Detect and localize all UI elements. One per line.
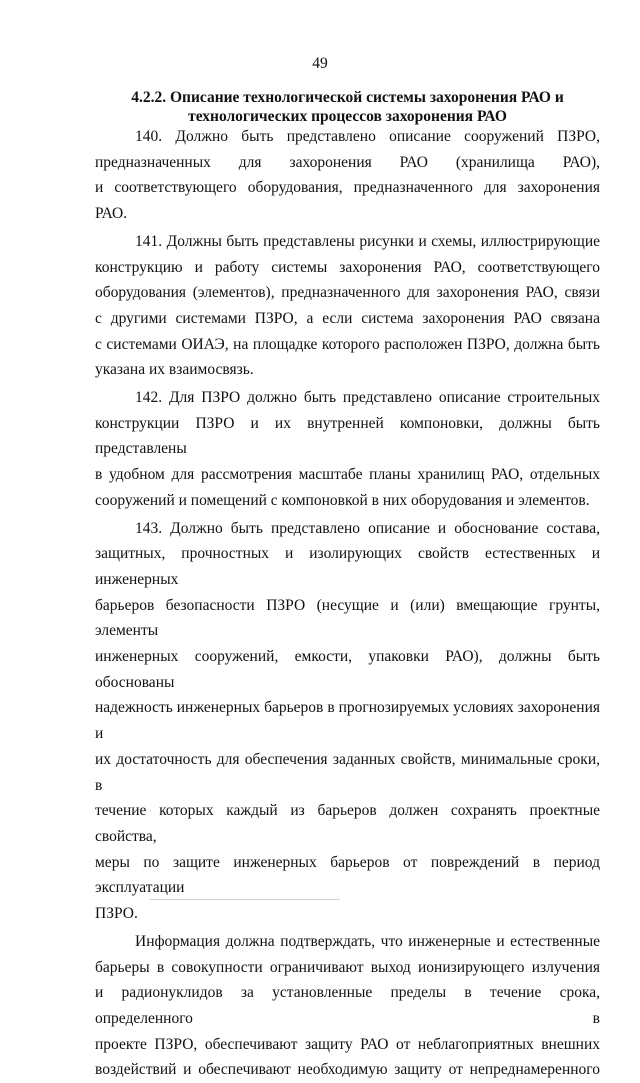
line-text: их достаточность для обеспечения заданных свойств, минимальные сроки, в: [95, 750, 600, 794]
paragraph-line: [95, 357, 600, 383]
line-text: конструкцию и работу системы захоронения РАО, соответствующего: [95, 258, 600, 276]
paragraph-line: [95, 695, 600, 746]
scan-artifact-line: [150, 899, 340, 900]
line-text: 143. Должно быть представлено описание и обоснование состава,: [135, 519, 600, 537]
paragraph-line: [95, 516, 600, 542]
paragraph-line: [95, 255, 600, 281]
paragraph-line: [95, 385, 600, 411]
line-text: Информация должна подтверждать, что инженерные и естественные: [135, 932, 600, 950]
line-text: защитных, прочностных и изолирующих свойств естественных и инженерных: [95, 545, 600, 588]
section-heading-line-2: технологических процессов захоронения РАО: [188, 108, 507, 125]
paragraph-line: [95, 488, 600, 514]
paragraph-line: [95, 644, 600, 695]
paragraph-line: [95, 229, 600, 255]
line-text: барьеров безопасности ПЗРО (несущие и (или) вмещающие грунты, элементы: [95, 596, 600, 640]
line-text: оборудования (элементов), предназначенного для захоронения РАО, связи: [95, 284, 600, 302]
line-text: проекте ПЗРО, обеспечивают защиту РАО от неблагоприятных внешних: [95, 1035, 600, 1053]
paragraph-line: [95, 1032, 600, 1058]
paragraph-141: [95, 229, 600, 383]
section-heading: [95, 88, 600, 126]
paragraph-line: [95, 541, 600, 592]
line-text: ПЗРО.: [95, 905, 138, 923]
paragraph-line: [95, 150, 600, 176]
line-text: предназначенных для захоронения РАО (хранилища РАО),: [95, 153, 600, 171]
line-text: конструкции ПЗРО и их внутренней компоновки, должны быть представлены: [95, 414, 600, 458]
paragraph-line: [95, 462, 600, 488]
line-text: надежность инженерных барьеров в прогнозируемых условиях захоронения и: [95, 699, 600, 743]
document-body: [95, 124, 600, 1083]
paragraph-line: [95, 747, 600, 798]
page-number: 49: [312, 55, 328, 72]
line-text: течение которых каждый из барьеров должен сохранять проектные свойства,: [95, 802, 600, 845]
line-text: в удобном для рассмотрения масштабе планы хранилищ РАО, отдельных: [95, 466, 600, 484]
paragraph-line: [95, 332, 600, 358]
paragraph-line: [95, 980, 600, 1031]
paragraph-line: [95, 955, 600, 981]
line-text: меры по защите инженерных барьеров от повреждений в период эксплуатации: [95, 853, 600, 897]
paragraph-line: [95, 175, 600, 226]
line-text: и соответствующего оборудования, предназначенного для захоронения РАО.: [95, 179, 600, 223]
line-text: воздействий и обеспечивают необходимую защиту от непреднамеренного: [95, 1061, 600, 1079]
line-text: с другими системами ПЗРО, а если система захоронения РАО связана: [95, 309, 600, 327]
paragraph-line: [95, 411, 600, 462]
line-text: инженерных сооружений, емкости, упаковки РАО), должны быть обоснованы: [95, 648, 600, 691]
line-text: 140. Должно быть представлено описание сооружений ПЗРО,: [135, 128, 600, 145]
line-text: указана их взаимосвязь.: [95, 361, 254, 379]
paragraph-143: [95, 516, 600, 927]
paragraph-line: [95, 1057, 600, 1083]
paragraph-information: [95, 929, 600, 1083]
paragraph-line: [95, 929, 600, 955]
line-text: с системами ОИАЭ, на площадке которого расположен ПЗРО, должна быть: [95, 335, 600, 353]
line-text: барьеры в совокупности ограничивают выход ионизирующего излучения: [95, 958, 600, 976]
paragraph-line: [95, 850, 600, 901]
paragraph-line: [95, 306, 600, 332]
paragraph-142: [95, 385, 600, 514]
line-text: сооружений и помещений с компоновкой в них оборудования и элементов.: [95, 491, 590, 509]
paragraph-line: [95, 124, 600, 150]
line-text: 142. Для ПЗРО должно быть представлено описание строительных: [135, 389, 600, 407]
line-text: и радионуклидов за установленные пределы в течение срока, определенного в: [95, 984, 600, 1027]
paragraph-line: [95, 798, 600, 849]
paragraph-line: [95, 593, 600, 644]
paragraph-140: [95, 124, 600, 227]
section-heading-line-1: 4.2.2. Описание технологической системы захоронения РАО и: [131, 89, 564, 106]
line-text: 141. Должны быть представлены рисунки и схемы, иллюстрирующие: [135, 232, 600, 250]
paragraph-line: [95, 280, 600, 306]
